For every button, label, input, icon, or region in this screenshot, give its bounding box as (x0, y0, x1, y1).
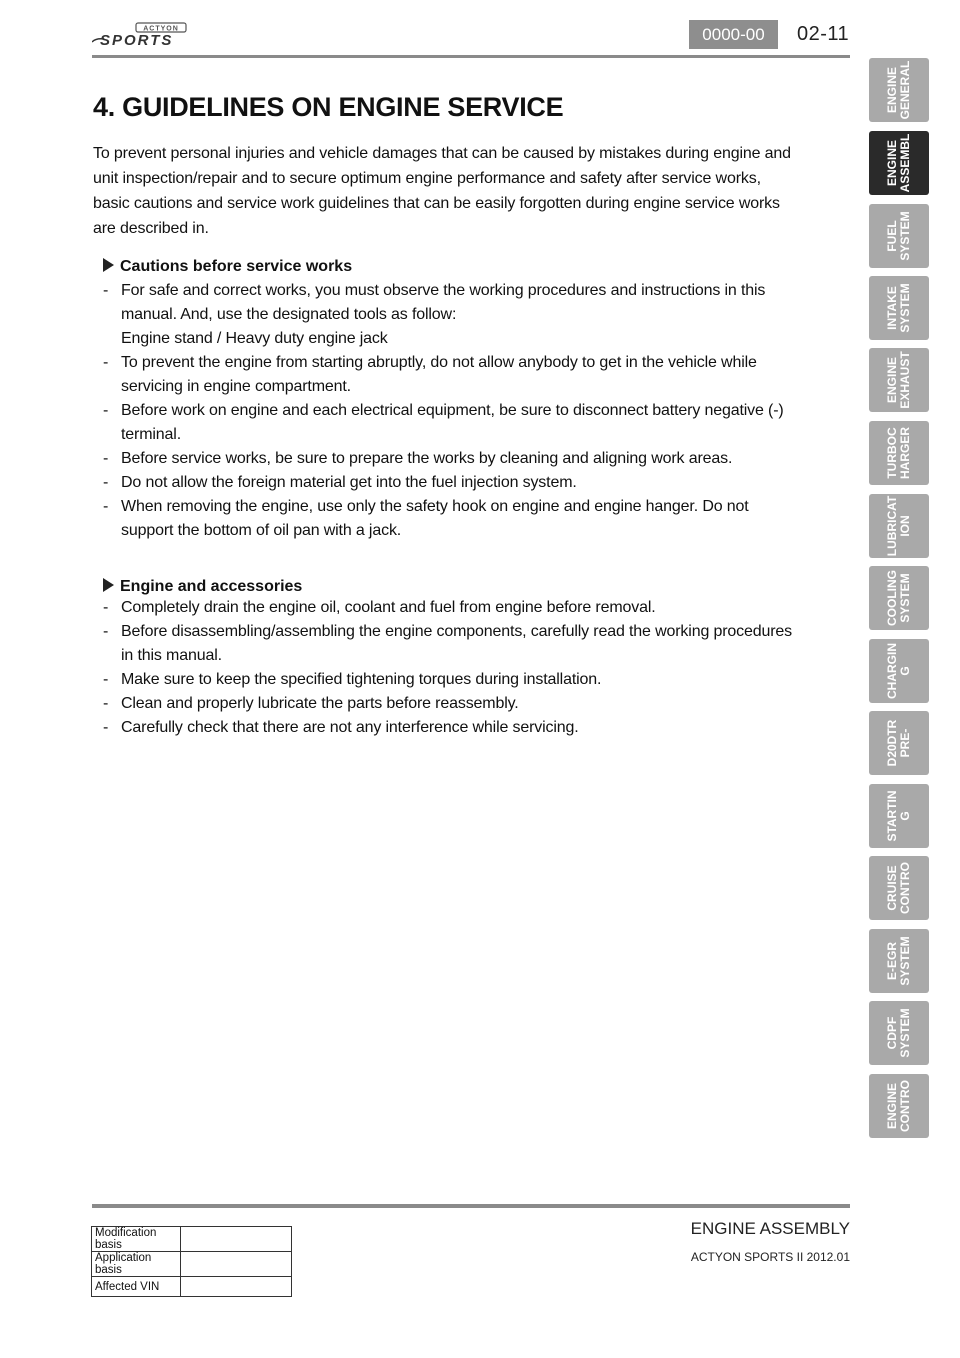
list-item (103, 447, 803, 471)
section-code-badge: 0000-00 (689, 20, 778, 49)
table-value-cell (181, 1227, 292, 1252)
list-item (103, 471, 803, 495)
dash-bullet: - (103, 282, 109, 299)
table-label-cell: Affected VIN (92, 1277, 181, 1297)
tab-e-egr-system[interactable] (869, 929, 929, 993)
tab-engine-control[interactable] (869, 1074, 929, 1138)
dash-bullet: - (103, 623, 109, 640)
section-heading-text: Cautions before service works (120, 258, 353, 275)
tab-label: ENGINE CONTRO (885, 1080, 912, 1132)
table-value-cell (181, 1277, 292, 1297)
list-item (103, 399, 803, 447)
tab-fuel-system[interactable] (869, 204, 929, 268)
tab-engine-assembly[interactable] (869, 131, 929, 195)
list-item (103, 692, 803, 716)
list-item (103, 351, 803, 399)
tab-cooling-system[interactable] (869, 566, 929, 630)
tab-cruise-control[interactable] (869, 856, 929, 920)
list-item-text: Clean and properly lubricate the parts before reassembly. (121, 695, 519, 712)
footer-model-year: ACTYON SPORTS II 2012.01 (690, 1250, 850, 1264)
tab-label: LUBRICAT ION (885, 495, 912, 557)
tab-label: ENGINE EXHAUST (885, 351, 912, 409)
tab-label: COOLING SYSTEM (885, 570, 912, 626)
dash-bullet: - (103, 671, 109, 688)
dash-bullet: - (103, 719, 109, 736)
intro-paragraph: To prevent personal injuries and vehicle damages that can be caused by mistakes during engine and unit inspection/repair and to secure optimum engine performance and safety after service works, basic cautions and service work guidelines that can be easily forgotten during engine service works are described in. (93, 145, 791, 237)
list-item-text: Carefully check that there are not any interference while servicing. (121, 719, 579, 736)
list-item-text: When removing the engine, use only the safety hook on engine and engine hanger. Do not support the bottom of oil pan with a jack. (121, 498, 749, 539)
tab-turbocharger[interactable] (869, 421, 929, 485)
header-divider (92, 55, 850, 58)
engine-accessories-list (103, 596, 803, 740)
logo-main-text: SPORTS (100, 32, 174, 48)
dash-bullet: - (103, 354, 109, 371)
list-item-text: To prevent the engine from starting abruptly, do not allow anybody to get in the vehicle while servicing in engine compartment. (121, 354, 757, 395)
tab-label: INTAKE SYSTEM (885, 283, 912, 333)
tab-label: D20DTR PRE- (885, 719, 912, 767)
tab-d20dtr-pre[interactable] (869, 711, 929, 775)
dash-bullet: - (103, 450, 109, 467)
section-heading-text: Engine and accessories (120, 578, 303, 595)
tab-starting[interactable] (869, 784, 929, 848)
page-number: 02-11 (797, 23, 850, 45)
dash-bullet: - (103, 599, 109, 616)
list-item-text: Make sure to keep the specified tightening torques during installation. (121, 671, 602, 688)
tab-cdpf-system[interactable] (869, 1001, 929, 1065)
tab-intake-system[interactable] (869, 276, 929, 340)
tab-label: ENGINE GENERAL (885, 60, 912, 120)
tab-engine-exhaust[interactable] (869, 348, 929, 412)
tab-label: TURBOC HARGER (885, 426, 912, 480)
triangle-bullet-icon (103, 578, 114, 592)
tab-label: CDPF SYSTEM (885, 1008, 912, 1058)
tab-engine-general[interactable] (869, 58, 929, 122)
table-label-cell: Application basis (92, 1252, 181, 1277)
table-label-cell: Modification basis (92, 1227, 181, 1252)
dash-bullet: - (103, 402, 109, 419)
tab-label: CRUISE CONTRO (885, 862, 912, 914)
list-item-text: Before service works, be sure to prepare the works by cleaning and aligning work areas. (121, 450, 733, 467)
list-item (103, 279, 803, 351)
tab-label: STARTIN G (885, 790, 912, 842)
list-item-text: For safe and correct works, you must observe the working procedures and instructions in this manual. And, use the designated tools as follow: (121, 282, 766, 323)
cautions-list (103, 279, 803, 543)
table-row (92, 1277, 292, 1297)
tab-lubrication[interactable] (869, 494, 929, 558)
tab-label: E-EGR SYSTEM (885, 936, 912, 986)
actyon-sports-logo (92, 22, 204, 48)
footer-divider (92, 1204, 850, 1208)
table-value-cell (181, 1252, 292, 1277)
dash-bullet: - (103, 474, 109, 491)
footer-chapter-title: ENGINE ASSEMBLY (690, 1219, 850, 1238)
tab-label: FUEL SYSTEM (885, 211, 912, 261)
list-item (103, 668, 803, 692)
modification-table (91, 1226, 292, 1297)
dash-bullet: - (103, 695, 109, 712)
list-item-text: Before disassembling/assembling the engine components, carefully read the working procedures in this manual. (121, 623, 793, 664)
table-row (92, 1227, 292, 1252)
triangle-bullet-icon (103, 258, 114, 272)
list-item-text: Do not allow the foreign material get into the fuel injection system. (121, 474, 577, 491)
list-item-text: Before work on engine and each electrical equipment, be sure to disconnect battery negative (-) terminal. (121, 402, 784, 443)
list-item (103, 596, 803, 620)
list-item-subtext: Engine stand / Heavy duty engine jack (121, 330, 388, 347)
tab-charging[interactable] (869, 639, 929, 703)
tab-label: ENGINE ASSEMBL (885, 133, 912, 193)
tab-label: CHARGIN G (885, 643, 912, 699)
list-item (103, 716, 803, 740)
list-item (103, 620, 803, 668)
logo-sub-text: ACTYON (143, 25, 179, 33)
section-heading-cautions (103, 255, 352, 279)
page-title: 4. GUIDELINES ON ENGINE SERVICE (93, 92, 564, 122)
table-row (92, 1252, 292, 1277)
list-item-text: Completely drain the engine oil, coolant and fuel from engine before removal. (121, 599, 656, 616)
list-item (103, 495, 803, 543)
dash-bullet: - (103, 498, 109, 515)
